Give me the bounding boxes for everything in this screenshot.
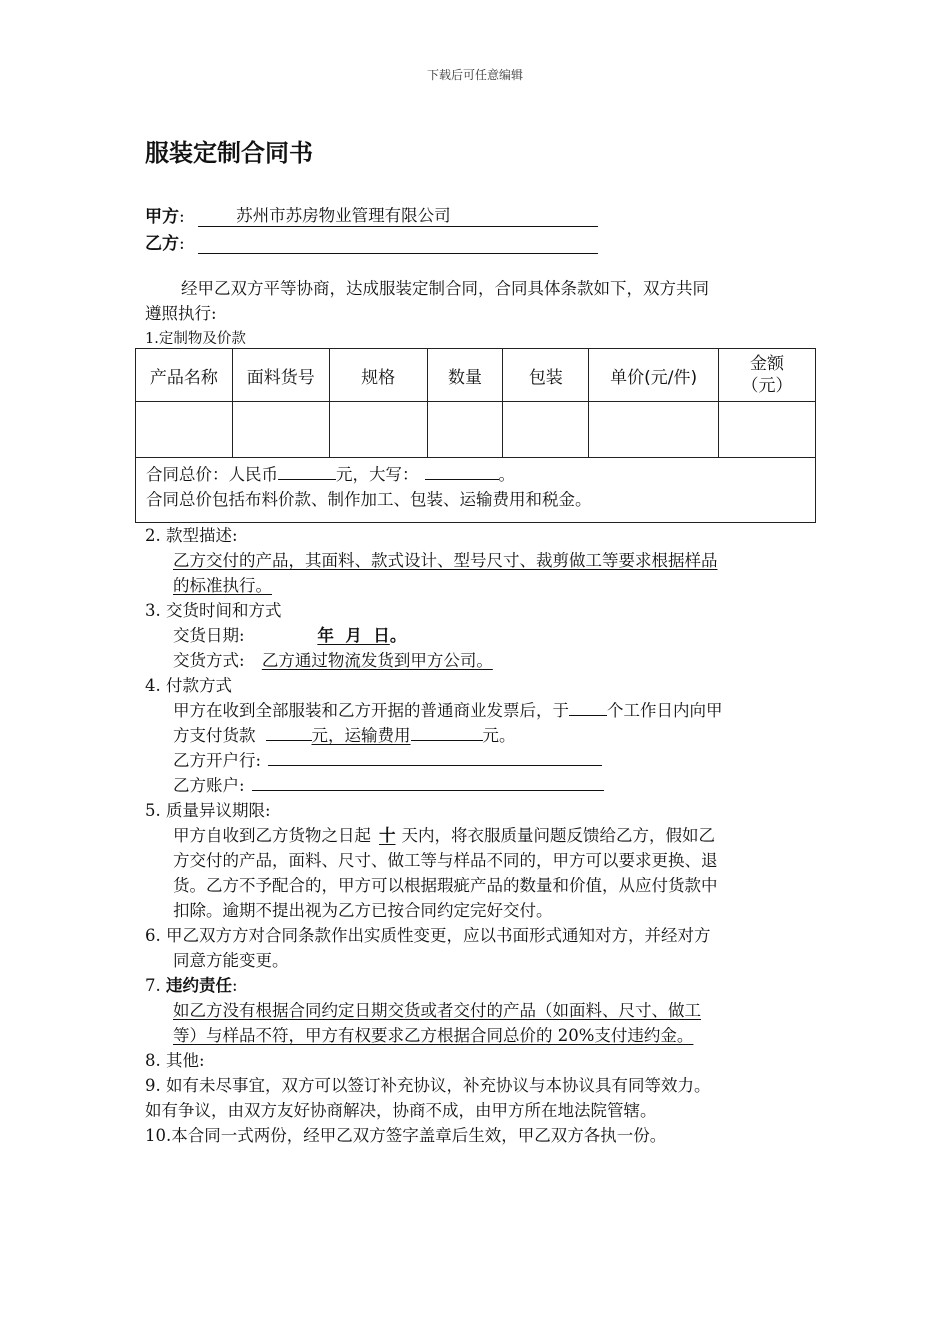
section-8-title: [145, 1049, 205, 1074]
table-row: [136, 402, 816, 458]
section-2-title: [145, 524, 238, 549]
shipping-amount-blank[interactable]: [411, 726, 483, 741]
payment-text-a: 甲方在收到全部服装和乙方开据的普通商业发票后，于: [173, 701, 569, 720]
account-field[interactable]: [252, 776, 604, 791]
section-8-label: 其他:: [166, 1051, 205, 1070]
table-total-row: [136, 458, 816, 523]
section-7-num: 7.: [145, 976, 161, 995]
section-8-num: 8.: [145, 1051, 161, 1070]
section-7-colon: :: [232, 976, 238, 995]
col-header-amount: [719, 349, 816, 402]
col-header-name: 产品名称: [136, 349, 233, 402]
section-3-label: 交货时间和方式: [166, 601, 282, 620]
section-4-num: 4.: [145, 676, 161, 695]
delivery-date-line: [173, 624, 406, 649]
delivery-method-label: 交货方式:: [173, 651, 245, 670]
col-header-spec: 规格: [329, 349, 427, 402]
section-10-line-1: 10.本合同一式两份，经甲乙双方签字盖章后生效，甲乙双方各执一份。: [145, 1126, 667, 1145]
section-4-label: 付款方式: [166, 676, 232, 695]
bank-line: [173, 749, 602, 774]
items-table: [135, 348, 816, 523]
delivery-date-value[interactable]: 年 月 日: [317, 626, 390, 645]
quality-text-a: 甲方自收到乙方货物之日起: [173, 826, 371, 845]
payment-amount-label: 方支付货款: [173, 726, 256, 745]
delivery-method-line: [173, 649, 493, 674]
table-total-cell: [136, 458, 816, 523]
payment-line-1: [173, 699, 723, 724]
quality-text-b: 天内，将衣服质量问题反馈给乙方，假如乙: [401, 826, 715, 845]
section-5-line-3: 货。乙方不予配合的，甲方可以根据瑕疵产品的数量和价值，从应付货款中: [173, 876, 718, 895]
delivery-method-value: 乙方通过物流发货到甲方公司。: [261, 651, 493, 670]
table-cell[interactable]: [719, 402, 816, 458]
party-b-line: 乙方:: [145, 229, 598, 254]
payment-amount-blank[interactable]: [256, 724, 312, 749]
table-cell[interactable]: [232, 402, 329, 458]
section-6-line-2: 同意方能变更。: [173, 951, 289, 970]
bank-label: 乙方开户行:: [173, 751, 262, 770]
section-7-line-2: 等）与样品不符，甲方有权要求乙方根据合同总价的 20%支付违约金。: [173, 1026, 694, 1045]
payment-text-b: 个工作日内向甲: [607, 701, 723, 720]
party-a-label: 甲方: [145, 207, 179, 227]
party-a-field[interactable]: [198, 206, 598, 227]
header-note: 下载后可任意编辑: [426, 68, 523, 82]
party-a-value: 苏州市苏房物业管理有限公司: [236, 206, 451, 225]
total-prefix: 合同总价：人民币: [146, 465, 278, 484]
col-header-amount-l2: （元）: [741, 376, 793, 396]
payment-line-2: [173, 724, 516, 749]
section-2-label: 款型描述:: [166, 526, 238, 545]
section-1-title: 1.定制物及价款: [145, 331, 246, 347]
col-header-pack: 包装: [503, 349, 589, 402]
section-7-title: [145, 974, 238, 999]
col-header-qty: 数量: [427, 349, 503, 402]
account-line: [173, 774, 604, 799]
page-title: 服装定制合同书: [145, 139, 313, 167]
section-3-num: 3.: [145, 601, 161, 620]
bank-field[interactable]: [268, 751, 602, 766]
section-6-num: 6.: [145, 926, 161, 945]
section-5-label: 质量异议期限:: [166, 801, 271, 820]
section-9-line-2: 如有争议，由双方友好协商解决，协商不成，由甲方所在地法院管辖。: [145, 1101, 657, 1120]
quality-days[interactable]: 十: [379, 826, 396, 845]
table-cell[interactable]: [589, 402, 719, 458]
section-5-num: 5.: [145, 801, 161, 820]
section-7-line-1: 如乙方没有根据合同约定日期交货或者交付的产品（如面料、尺寸、做工: [173, 1001, 701, 1020]
total-end: 。: [498, 465, 515, 484]
section-5-title: [145, 799, 271, 824]
payment-shipping-label: 元，运输费用: [311, 726, 411, 745]
total-note: 合同总价包括布料价款、制作加工、包装、运输费用和税金。: [146, 490, 592, 509]
table-header-row: [136, 349, 816, 402]
section-7-label: 违约责任: [166, 976, 232, 995]
section-2-line-2: 的标准执行。: [173, 576, 272, 595]
party-b-label: 乙方: [145, 234, 179, 254]
total-yuan-blank[interactable]: [278, 465, 336, 480]
section-5-line-4: 扣除。逾期不提出视为乙方已按合同约定完好交付。: [173, 901, 553, 920]
party-b-field[interactable]: [198, 233, 598, 254]
party-a-line: 甲方: 苏州市苏房物业管理有限公司: [145, 202, 598, 227]
section-5-line-1: [173, 824, 715, 849]
col-header-amount-l1: 金额: [750, 354, 785, 374]
table-cell[interactable]: [503, 402, 589, 458]
col-header-fabric: 面料货号: [232, 349, 329, 402]
section-4-title: [145, 674, 232, 699]
col-header-unit-price: 单价(元/件): [589, 349, 719, 402]
payment-days-blank[interactable]: [569, 701, 607, 716]
section-6-line-1: [145, 924, 711, 949]
intro-line-1: 经甲乙双方平等协商，达成服装定制合同，合同具体条款如下，双方共同: [181, 279, 709, 298]
total-words-blank[interactable]: [425, 465, 499, 480]
section-5-line-2: 方交付的产品，面料、尺寸、做工等与样品不同的，甲方可以要求更换、退: [173, 851, 718, 870]
section-3-title: [145, 599, 282, 624]
total-price-line: [146, 462, 805, 487]
section-2-num: 2.: [145, 526, 161, 545]
intro-line-2: 遵照执行:: [145, 304, 217, 323]
section-2-line-1: 乙方交付的产品，其面料、款式设计、型号尺寸、裁剪做工等要求根据样品: [173, 551, 718, 570]
payment-end: 元。: [482, 726, 516, 745]
table-cell[interactable]: [427, 402, 503, 458]
account-label: 乙方账户:: [173, 776, 245, 795]
total-yuan-label: 元，大写：: [336, 465, 419, 484]
section-6-text: 甲乙双方方对合同条款作出实质性变更，应以书面形式通知对方，并经对方: [166, 926, 711, 945]
table-cell[interactable]: [136, 402, 233, 458]
table-cell[interactable]: [329, 402, 427, 458]
delivery-date-label: 交货日期:: [173, 626, 245, 645]
delivery-date-end: 。: [389, 626, 407, 645]
section-9-line-1: 9. 如有未尽事宜，双方可以签订补充协议，补充协议与本协议具有同等效力。: [145, 1076, 711, 1095]
